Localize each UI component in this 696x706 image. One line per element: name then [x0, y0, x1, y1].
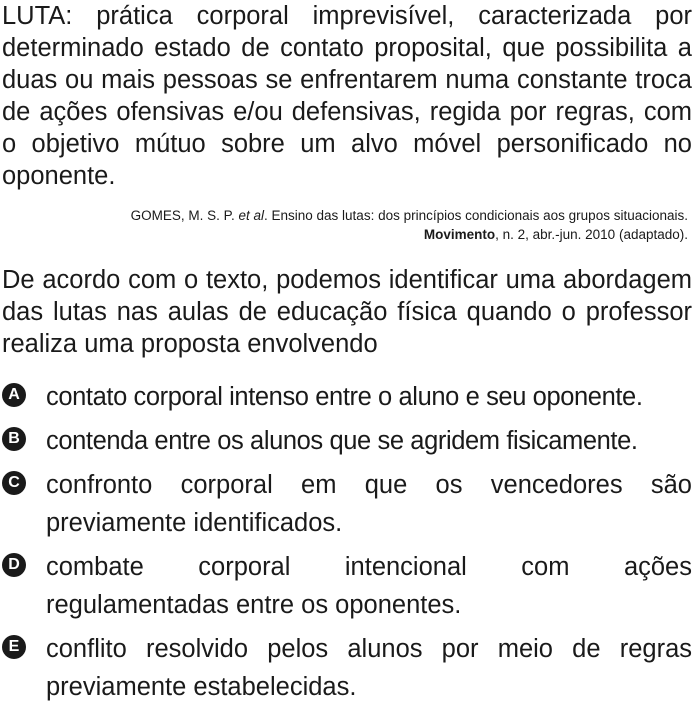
citation-title: . Ensino das lutas: dos princípios condicionais aos grupos situacionais. — [264, 208, 688, 223]
option-d-text: combate corporal intencional com ações regulamentadas entre os oponentes. — [46, 553, 692, 619]
option-c-text: confronto corporal em que os vencedores são previamente identificados. — [46, 471, 692, 537]
option-b-text: contenda entre os alunos que se agridem fisicamente. — [46, 427, 638, 455]
option-e[interactable] — [2, 630, 692, 706]
option-e-text: conflito resolvido pelos alunos por meio de regras previamente estabelecidas. — [46, 635, 692, 701]
citation-authors: GOMES, M. S. P. — [130, 208, 235, 223]
option-d[interactable] — [2, 548, 692, 624]
option-a-text: contato corporal intenso entre o aluno e seu oponente. — [46, 383, 643, 411]
question-stem: De acordo com o texto, podemos identificar uma abordagem das lutas nas aulas de educação física quando o professor realiza uma proposta envolvendo — [2, 266, 692, 358]
answer-options — [2, 378, 692, 706]
option-a-letter-icon: A — [2, 383, 26, 407]
option-e-letter-icon: E — [2, 635, 26, 659]
option-a[interactable] — [2, 378, 692, 416]
option-c[interactable] — [2, 466, 692, 542]
citation-details: , n. 2, abr.-jun. 2010 (adaptado). — [495, 227, 688, 242]
option-b-letter-icon: B — [2, 427, 26, 451]
citation-journal: Movimento — [423, 227, 496, 242]
citation-et-al: et al — [238, 208, 264, 223]
passage-text: LUTA: prática corporal imprevisível, caracterizada por determinado estado de contato proposital, que possibilita a duas ou mais pessoas se enfrentarem numa constante troca de ações ofensivas e/ou defensivas, regida por regras, com o objetivo mútuo sobre um alvo móvel personificado no oponente. — [2, 2, 692, 190]
option-d-letter-icon: D — [2, 553, 26, 577]
option-b[interactable] — [2, 422, 692, 460]
option-c-letter-icon: C — [2, 471, 26, 495]
citation — [2, 206, 688, 244]
